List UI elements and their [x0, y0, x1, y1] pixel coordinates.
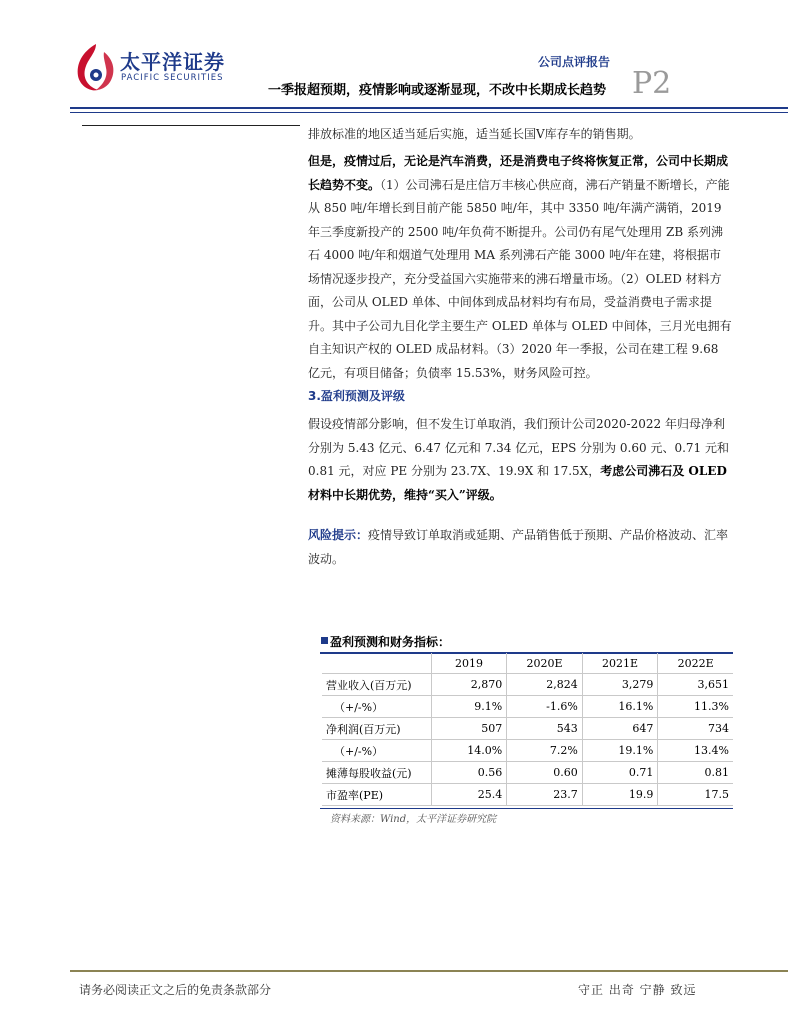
table-row: [322, 696, 733, 718]
table-cell: 19.1%: [582, 740, 658, 762]
table-row: [322, 718, 733, 740]
header-rule-thin: [70, 112, 788, 113]
page-number: P2: [632, 66, 672, 101]
table-cell: 17.5: [658, 784, 733, 806]
table-row-label: 摊薄每股收益(元): [322, 762, 431, 784]
table-bottom-rule: [320, 808, 733, 809]
company-logo: [74, 42, 244, 94]
table-header-cell: 2021E: [582, 653, 658, 674]
table-header-cell: 2022E: [658, 653, 733, 674]
risk-label: 风险提示：: [308, 528, 369, 542]
table-cell: 0.81: [658, 762, 733, 784]
table-cell: 543: [507, 718, 583, 740]
logo-name-cn: 太平洋证券: [120, 50, 225, 74]
table-row: [322, 740, 733, 762]
table-row-label: 市盈率(PE): [322, 784, 431, 806]
table-title: 盈利预测和财务指标：: [330, 635, 451, 649]
table-header-cell: [322, 653, 431, 674]
table-title-bullet-icon: [321, 637, 328, 644]
risk-warning: [308, 524, 732, 571]
table-cell: 13.4%: [658, 740, 733, 762]
table-cell: 19.9: [582, 784, 658, 806]
logo-name-en: PACIFIC SECURITIES: [121, 73, 224, 83]
footer-rule: [70, 970, 788, 972]
table-cell: 507: [431, 718, 506, 740]
paragraph-2-text: （1）公司沸石是庄信万丰核心供应商，沸石产销量不断增长，产能从 850 吨/年增长到目前产能 5850 吨/年，其中 3350 吨/年满产满销，2019 年三季度新投产的 2500 吨/年负荷不断提升。公司仍有尾气处理用 ZB 系列沸石 4000 吨/年和烟道气处理用 MA 系列沸石产能 3000 吨/年在建，将根据市场情况逐步投产，充分受益国六实施带来的沸石增量市场。（2）OLED 材料方面，公司从 OLED 单体、中间体到成品材料均有布局，受益消费电子需求提升。其中子公司九目化学主要生产 OLED 单体与 OLED 中间体，三月光电拥有自主知识产权的 OLED 成品材料。（3）2020 年一季报，公司在建工程 9.68 亿元，有项目储备；负债率 15.53%，财务风险可控。: [308, 177, 732, 380]
header-rule: [70, 107, 788, 109]
table-row-label: 营业收入(百万元): [322, 674, 431, 696]
logo-emblem-icon: [74, 42, 118, 94]
table-cell: 0.71: [582, 762, 658, 784]
paragraph-3: [308, 413, 732, 507]
table-row-label: （+/-%）: [322, 740, 431, 762]
table-row: [322, 784, 733, 806]
risk-text: 疫情导致订单取消或延期、产品销售低于预期、产品价格波动、汇率波动。: [308, 528, 729, 566]
footer-disclaimer: 请务必阅读正文之后的免责条款部分: [79, 983, 272, 997]
table-header-cell: 2019: [431, 653, 506, 674]
financial-forecast-table: [322, 653, 733, 806]
table-source-note: 资料来源：Wind，太平洋证券研究院: [330, 814, 497, 825]
table-cell: 9.1%: [431, 696, 506, 718]
table-cell: 2,824: [507, 674, 583, 696]
paragraph-1: 排放标准的地区适当延后实施，适当延长国Ⅴ库存车的销售期。: [308, 127, 641, 141]
paragraph-2: [308, 150, 732, 385]
table-cell: 25.4: [431, 784, 506, 806]
table-cell: 14.0%: [431, 740, 506, 762]
table-cell: 647: [582, 718, 658, 740]
table-cell: 3,651: [658, 674, 733, 696]
table-cell: 2,870: [431, 674, 506, 696]
section-3-title: 3.盈利预测及评级: [308, 389, 405, 403]
table-row-label: （+/-%）: [322, 696, 431, 718]
table-row-label: 净利润(百万元): [322, 718, 431, 740]
table-cell: 0.56: [431, 762, 506, 784]
table-header-cell: 2020E: [507, 653, 583, 674]
table-cell: 16.1%: [582, 696, 658, 718]
paragraph-3-text: 假设疫情部分影响，但不发生订单取消，我们预计公司2020-2022 年归母净利分别为 5.43 亿元、6.47 亿元和 7.34 亿元，EPS 分别为 0.60 元、0.71 元和 0.81 元，对应 PE 分别为 23.7X、19.9X 和 17.5X，: [308, 417, 729, 478]
report-headline: 一季报超预期，疫情影响或逐渐显现，不改中长期成长趋势: [268, 83, 607, 98]
table-cell: -1.6%: [507, 696, 583, 718]
table-cell: 23.7: [507, 784, 583, 806]
footer-motto: 守正 出奇 宁静 致远: [578, 983, 697, 997]
report-type-label: 公司点评报告: [538, 55, 611, 69]
table-cell: 0.60: [507, 762, 583, 784]
table-row: [322, 762, 733, 784]
table-cell: 734: [658, 718, 733, 740]
table-cell: 7.2%: [507, 740, 583, 762]
sidebar-rule: [82, 125, 300, 126]
table-header-row: [322, 653, 733, 674]
table-cell: 3,279: [582, 674, 658, 696]
paragraph-2-bold: 但是，疫情过后，无论是汽车消费，还是消费电子终将恢复正常，公司中长期成长趋势不变。: [308, 154, 729, 192]
table-row: [322, 674, 733, 696]
paragraph-3-bold: 考虑公司沸石及 OLED 材料中长期优势，维持“买入”评级。: [308, 464, 727, 502]
table-cell: 11.3%: [658, 696, 733, 718]
